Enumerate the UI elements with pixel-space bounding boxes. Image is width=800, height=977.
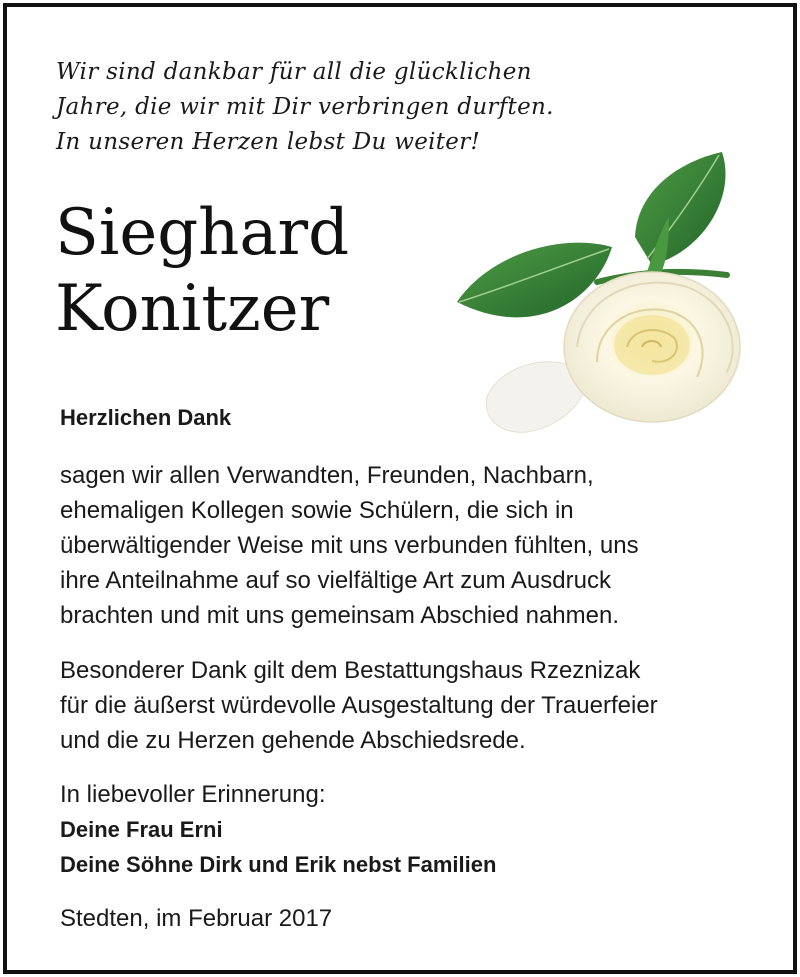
last-name: Konitzer [55, 272, 330, 346]
quote-line: Wir sind dankbar für all die glücklichen [56, 59, 532, 85]
place-date: Stedten, im Februar 2017 [60, 905, 333, 932]
special-thanks-paragraph [60, 653, 658, 758]
quote-line: In unseren Herzen lebst Du weiter! [56, 129, 481, 155]
text-line: und die zu Herzen gehende Abschiedsrede. [60, 727, 526, 754]
signature-wife: Deine Frau Erni [60, 817, 223, 842]
thanks-paragraph [60, 458, 639, 633]
signature-intro: In liebevoller Erinnerung: [60, 781, 326, 808]
text-line: für die äußerst würdevolle Ausgestaltung der Trauerfeier [60, 692, 658, 719]
signature-block [60, 777, 496, 882]
signature-sons: Deine Söhne Dirk und Erik nebst Familien [60, 852, 497, 877]
first-name: Sieghard [55, 196, 350, 270]
thanks-heading: Herzlichen Dank [60, 405, 232, 430]
deceased-name [55, 195, 349, 347]
text-line: ihre Anteilnahme auf so vielfältige Art zum Ausdruck [60, 567, 611, 594]
text-line: überwältigender Weise mit uns verbunden fühlten, uns [60, 532, 639, 559]
quote-line: Jahre, die wir mit Dir verbringen durften. [56, 94, 554, 120]
obituary-frame [3, 3, 797, 974]
text-line: sagen wir allen Verwandten, Freunden, Nachbarn, [60, 462, 594, 489]
text-line: brachten und mit uns gemeinsam Abschied nahmen. [60, 602, 619, 629]
text-line: Besonderer Dank gilt dem Bestattungshaus Rzeznizak [60, 657, 641, 684]
memorial-quote [56, 55, 554, 160]
white-rose-image [447, 147, 777, 447]
text-line: ehemaligen Kollegen sowie Schülern, die sich in [60, 497, 574, 524]
